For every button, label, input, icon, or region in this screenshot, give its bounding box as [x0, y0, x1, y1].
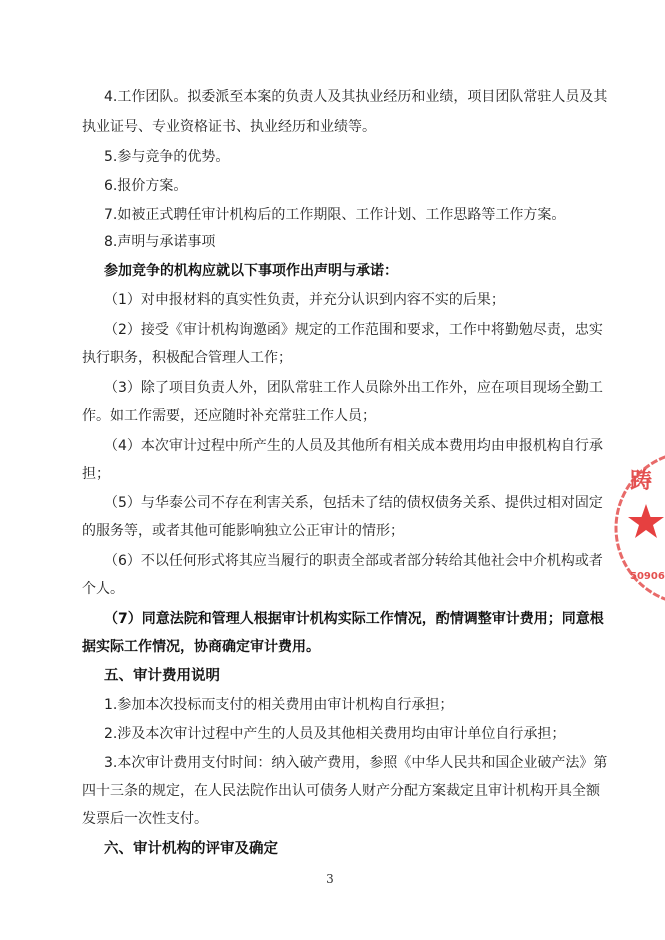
seal-number: 50906 — [630, 571, 665, 582]
paragraph-line: （1）对申报材料的真实性负责，并充分认识到内容不实的后果； — [104, 292, 505, 308]
paragraph-line: 发票后一次性支付。 — [82, 811, 208, 827]
red-seal-stamp — [610, 448, 665, 608]
section-heading: 五、审计费用说明 — [104, 668, 220, 684]
paragraph-line: 2.涉及本次审计过程中产生的人员及其他相关费用均由审计单位自行承担； — [104, 726, 566, 742]
paragraph-line: （4）本次审计过程中所产生的人员及其他所有相关成本费用均由申报机构自行承 — [104, 438, 603, 454]
paragraph-line: 1.参加本次投标而支付的相关费用由审计机构自行承担； — [104, 697, 454, 713]
paragraph-line: 担； — [82, 466, 110, 482]
paragraph-line: （2）接受《审计机构询邀函》规定的工作范围和要求，工作中将勤勉尽责，忠实 — [104, 322, 603, 338]
paragraph-line: 4.工作团队。拟委派至本案的负责人及其执业经历和业绩，项目团队常驻人员及其 — [104, 89, 608, 105]
paragraph-line: （3）除了项目负责人外，团队常驻工作人员除外出工作外，应在项目现场全勤工 — [104, 380, 603, 396]
paragraph-line: 5.参与竞争的优势。 — [104, 149, 230, 165]
paragraph-line: 的服务等，或者其他可能影响独立公正审计的情形； — [82, 523, 404, 539]
paragraph-line: （5）与华泰公司不存在利害关系，包括未了结的债权债务关系、提供过相对固定 — [104, 495, 603, 511]
paragraph-line: 8.声明与承诺事项 — [104, 234, 216, 250]
paragraph-line: 参加竞争的机构应就以下事项作出声明与承诺： — [104, 263, 398, 279]
paragraph-line: 据实际工作情况，协商确定审计费用。 — [82, 639, 320, 655]
seal-text: 踌 — [630, 469, 651, 494]
paragraph-line: 7.如被正式聘任审计机构后的工作期限、工作计划、工作思路等工作方案。 — [104, 207, 566, 223]
paragraph-line: （6）不以任何形式将其应当履行的职责全部或者部分转给其他社会中介机构或者 — [104, 553, 603, 569]
paragraph-line: 个人。 — [82, 581, 124, 597]
page-number: 3 — [326, 872, 334, 886]
paragraph-line: 执业证号、专业资格证书、执业经历和业绩等。 — [82, 119, 376, 135]
paragraph-line: （7）同意法院和管理人根据审计机构实际工作情况，酌情调整审计费用；同意根 — [104, 611, 604, 627]
paragraph-line: 执行职务，积极配合管理人工作； — [82, 350, 292, 366]
paragraph-line: 四十三条的规定，在人民法院作出认可债务人财产分配方案裁定且审计机构开具全额 — [82, 783, 600, 799]
section-heading: 六、审计机构的评审及确定 — [104, 841, 278, 857]
paragraph-line: 6.报价方案。 — [104, 178, 188, 194]
paragraph-line: 作。如工作需要，还应随时补充常驻工作人员； — [82, 408, 376, 424]
paragraph-line: 3.本次审计费用支付时间：纳入破产费用，参照《中华人民共和国企业破产法》第 — [104, 755, 608, 771]
